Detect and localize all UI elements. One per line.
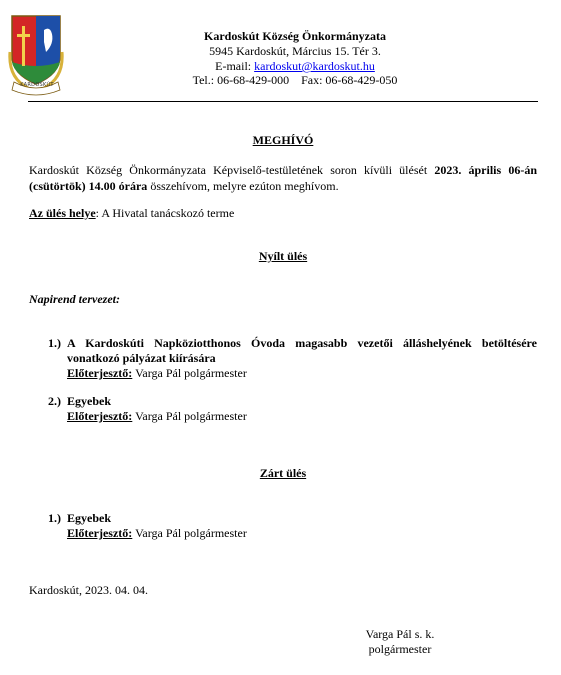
venue-label: Az ülés helye	[29, 206, 96, 220]
venue-line	[29, 206, 234, 221]
email-line	[150, 59, 440, 74]
agenda-label: Napirend tervezet:	[29, 292, 120, 306]
agenda-item-number: 1.)	[48, 336, 61, 350]
agenda-item	[48, 511, 537, 541]
agenda-item-number: 2.)	[48, 394, 61, 408]
invitation-paragraph	[29, 162, 537, 194]
header-divider	[28, 101, 538, 102]
presenter-name: Varga Pál polgármester	[132, 526, 247, 540]
coat-of-arms-logo	[8, 12, 64, 96]
presenter-label: Előterjesztő:	[67, 526, 133, 540]
email-label: E-mail:	[215, 59, 255, 73]
document-title: MEGHÍVÓ	[252, 133, 314, 147]
invitation-text-1: Kardoskút Község Önkormányzata Képviselő-testületének soron kívüli ülését	[29, 163, 435, 177]
organization-address: 5945 Kardoskút, Március 15. Tér 3.	[209, 44, 381, 58]
open-session-heading: Nyílt ülés	[258, 249, 308, 263]
signatory-name: Varga Pál s. k.	[365, 627, 435, 641]
crest-ribbon-text: KARDOSKÚT	[20, 82, 54, 88]
venue-value: : A Hivatal tanácskozó terme	[95, 206, 235, 220]
agenda-item-presenter	[48, 366, 537, 381]
agenda-item-presenter	[48, 409, 537, 424]
agenda-item-number: 1.)	[48, 511, 61, 525]
agenda-item-title: Egyebek	[67, 394, 112, 408]
phone-fax-line: Tel.: 06-68-429-000 Fax: 06-68-429-050	[192, 73, 398, 87]
email-link[interactable]: kardoskut@kardoskut.hu	[254, 59, 375, 73]
organization-name: Kardoskút Község Önkormányzata	[203, 29, 386, 43]
meeting-date: 2023. április 06-án (csütörtök) 14.00 órára	[29, 163, 537, 193]
invitation-text-2: összehívom, melyre ezúton meghívom.	[147, 179, 339, 193]
agenda-item	[48, 394, 537, 424]
place-and-date: Kardoskút, 2023. 04. 04.	[29, 583, 148, 597]
agenda-item-presenter	[48, 526, 537, 541]
closed-session-heading: Zárt ülés	[259, 466, 307, 480]
agenda-item	[48, 336, 537, 381]
agenda-item-title: A Kardoskúti Napköziotthonos Óvoda magasabb vezetői álláshelyének betöltésére vonatkozó pályázat kiírására	[67, 336, 537, 365]
signatory-role: polgármester	[368, 642, 432, 656]
presenter-label: Előterjesztő:	[67, 409, 133, 423]
presenter-name: Varga Pál polgármester	[132, 409, 247, 423]
presenter-name: Varga Pál polgármester	[132, 366, 247, 380]
agenda-item-title: Egyebek	[67, 511, 112, 525]
presenter-label: Előterjesztő:	[67, 366, 133, 380]
signature-block	[340, 627, 460, 657]
